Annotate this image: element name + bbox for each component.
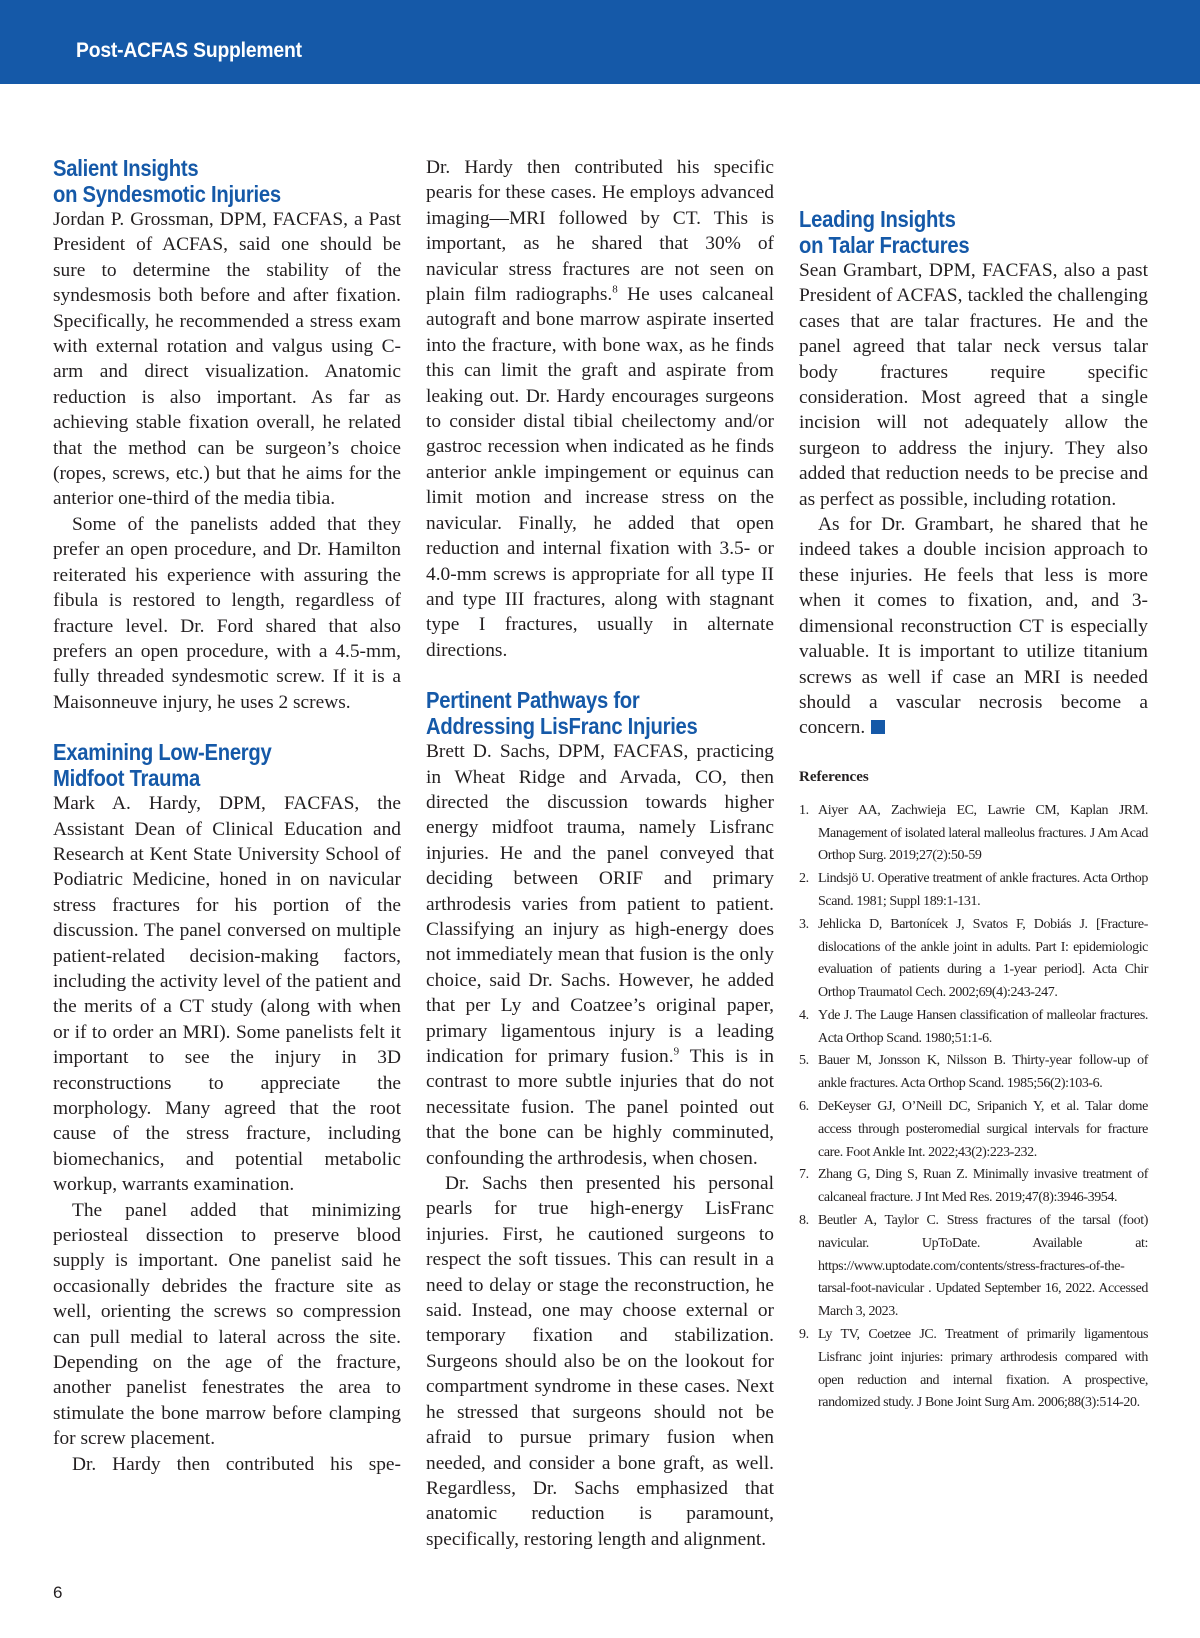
syndesmotic-heading-line2: on Syndesmotic Injuries xyxy=(53,181,281,207)
column-right xyxy=(799,206,1148,1415)
header-title: Post-ACFAS Supplement xyxy=(76,39,302,62)
column-middle xyxy=(426,155,774,1552)
midfoot-paragraph-3-start: Dr. Hardy then contributed his spe- xyxy=(72,1453,401,1475)
lisfranc-paragraph-1-cont: This is in contrast to more subtle injuries that do not necessitate fusion. The panel pointed out that the bone can be highly comminuted, confounding the arthrodesis, when chosen. xyxy=(426,1046,774,1169)
reference-item: 4. Yde J. The Lauge Hansen classification of malleolar fractures. Acta Orthop Scand. 1980;51:1-6. xyxy=(799,1007,1148,1046)
lisfranc-heading-line2: Addressing LisFranc Injuries xyxy=(426,713,698,740)
talar-paragraph-1: Sean Grambart, DPM, FACFAS, also a past President of ACFAS, tackled the challenging cases that are talar fractures. He and the panel agreed that talar neck versus talar body fractures require specific consideration. Most agreed that a single incision will not adequately allow the surgeon to address the injury. They also added that reduction needs to be precise and as perfect as possible, including rotation. xyxy=(799,260,1148,510)
reference-item: 3. Jehlicka D, Bartonícek J, Svatos F, Dobiás J. [Fracture-dislocations of the ankle joint in adults. Part I: epidemiologic evaluation of patients during a 1-year period]. Acta Chir Orthop Traumatol Cech. 2002;69(4):243-247. xyxy=(799,916,1148,1001)
page-number: 6 xyxy=(53,1583,63,1602)
reference-item: 2. Lindsjö U. Operative treatment of ankle fractures. Acta Orthop Scand. 1981; Suppl 189:1-131. xyxy=(799,871,1148,909)
midfoot-paragraph-1: Mark A. Hardy, DPM, FACFAS, the Assistant Dean of Clinical Education and Research at Kent State University School of Podiatric Medicine, honed in on navicular stress fractures for his portion of the discussion. The panel conversed on multiple patient-related decision-making factors, including the activity level of the patient and the merits of a CT study (along with when or if to order an MRI). Some panelists felt it important to see the injury in 3D reconstructions to appreciate the morphology. Many agreed that the root cause of the stress fracture, including biomechanics, and potential metabolic workup, warrants examination. xyxy=(53,793,401,1196)
citation-8: 8 xyxy=(612,283,618,296)
end-of-article-mark xyxy=(871,720,885,734)
lisfranc-heading-line1: Pertinent Pathways for xyxy=(426,687,640,714)
talar-paragraph-2 xyxy=(799,512,1148,741)
talar-paragraph-2-text: As for Dr. Grambart, he shared that he indeed takes a double incision approach to these injuries. He feels that less is more when it comes to fixation, and, and 3-dimensional reconstruction CT is especially valuable. It is important to utilize titanium screws as well if case an MRI is needed should a vascular necrosis become a concern. xyxy=(799,514,1148,739)
midfoot-paragraph-3 xyxy=(426,155,774,663)
header-bar xyxy=(0,0,1200,84)
reference-item: 1. Aiyer AA, Zachwieja EC, Lawrie CM, Kaplan JRM. Management of isolated lateral malleolus fractures. J Am Acad Orthop Surg. 2019;27(2):50-59 xyxy=(799,802,1148,864)
reference-item: 5. Bauer M, Jonsson K, Nilsson B. Thirty-year follow-up of ankle fractures. Acta Orthop Scand. 1985;56(2):103-6. xyxy=(799,1053,1148,1092)
lisfranc-paragraph-1 xyxy=(426,739,774,1171)
talar-heading-line1: Leading Insights xyxy=(799,206,956,232)
syndesmotic-heading-line1: Salient Insights xyxy=(53,155,199,181)
reference-item: 6. DeKeyser GJ, O’Neill DC, Sripanich Y, et al. Talar dome access through posteromedial surgical intervals for fracture care. Foot Ankle Int. 2022;43(2):223-232. xyxy=(799,1099,1148,1160)
talar-heading-line2: on Talar Fractures xyxy=(799,232,970,258)
syndesmotic-paragraph-2: Some of the panelists added that they prefer an open procedure, and Dr. Hamilton reiterated his experience with assuring the fibula is restored to length, regardless of fracture level. Dr. Ford shared that also prefers an open procedure, with a 4.5-mm, fully threaded syndesmotic screw. If it is a Maisonneuve injury, he uses 2 screws. xyxy=(53,513,401,713)
references-title: References xyxy=(799,768,869,785)
reference-item: 9. Ly TV, Coetzee JC. Treatment of primarily ligamentous Lisfranc joint injuries: primary arthrodesis compared with open reduction and internal fixation. A prospective, randomized study. J Bone Joint Surg Am. 2006;88(3):514-20. xyxy=(799,1327,1148,1411)
syndesmotic-paragraph-1: Jordan P. Grossman, DPM, FACFAS, a Past President of ACFAS, said one should be sure to determine the stability of the syndesmosis both before and after fixation. Specifically, he recommended a stress exam with external rotation and valgus using C-arm and direct visualization. Anatomic reduction is also important. As far as achieving stable fixation overall, he related that the method can be surgeon’s choice (ropes, screws, etc.) but that he aims for the anterior one-third of the media tibia. xyxy=(53,209,401,510)
midfoot-paragraph-3-text: Dr. Hardy then contributed his specific pearis for these cases. He employs advanced imaging—MRI followed by CT. This is important, as he shared that 30% of navicular stress fractures are not seen on plain film radiographs. xyxy=(426,157,774,306)
column-left xyxy=(53,155,401,1477)
references-list xyxy=(799,800,1148,1416)
reference-item: 8. Beutler A, Taylor C. Stress fractures of the tarsal (foot) navicular. UpToDate. Available at: https://www.uptodate.com/contents/stress-fractures-of-the-tarsal-foot-navicular . Updated September 16, 2022. Accessed March 3, 2023. xyxy=(799,1213,1148,1320)
midfoot-paragraph-2: The panel added that minimizing periosteal dissection to preserve blood supply is important. One panelist said he occasionally debrides the fracture site as well, orienting the screws so compression can pull medial to lateral across the site. Depending on the age of the fracture, another panelist fenestrates the area to stimulate the bone marrow before clamping for screw placement. xyxy=(53,1199,401,1450)
citation-9: 9 xyxy=(673,1045,680,1058)
lisfranc-paragraph-1-text: Brett D. Sachs, DPM, FACFAS, practicing in Wheat Ridge and Arvada, CO, then directed the discussion towards higher energy midfoot trauma, namely Lisfranc injuries. He and the panel conveyed that deciding between ORIF and primary arthrodesis varies from patient to patient. Classifying an injury as high-energy does not immediately mean that fusion is the only choice, said Dr. Sachs. However, he added that per Ly and Coatzee’s original paper, primary ligamentous injury is a leading indication for primary fusion. xyxy=(426,741,774,1067)
midfoot-heading-line1: Examining Low-Energy xyxy=(53,739,272,766)
lisfranc-paragraph-2: Dr. Sachs then presented his personal pearls for true high-energy LisFranc injuries. First, he cautioned surgeons to respect the soft tissues. This can result in a need to delay or stage the reconstruction, he said. Instead, one may choose external or temporary fixation and stabilization. Surgeons should also be on the lookout for compartment syndrome in these cases. Next he stressed that surgeons should not be afraid to pursue primary fusion when needed, and consider a bone graft, as well. Regardless, Dr. Sachs emphasized that anatomic reduction is paramount, specifically, restoring length and alignment. xyxy=(426,1173,774,1550)
midfoot-paragraph-3-cont: He uses calcaneal autograft and bone marrow aspirate inserted into the fracture, with bone wax, as he finds this can limit the graft and aspirate from leaking out. Dr. Hardy encourages surgeons to consider distal tibial cheilectomy and/or gastroc recession when indicated as he finds anterior ankle impingement or equinus can limit motion and increase stress on the navicular. Finally, he added that open reduction and internal fixation with 3.5- or 4.0-mm screws is appropriate for all type II and type III fractures, along with stagnant type I fractures, usually in alternate directions. xyxy=(426,284,775,661)
midfoot-heading-line2: Midfoot Trauma xyxy=(53,765,200,792)
reference-item: 7. Zhang G, Ding S, Ruan Z. Minimally invasive treatment of calcaneal fracture. J Int Med Res. 2019;47(8):3946-3954. xyxy=(799,1167,1148,1206)
